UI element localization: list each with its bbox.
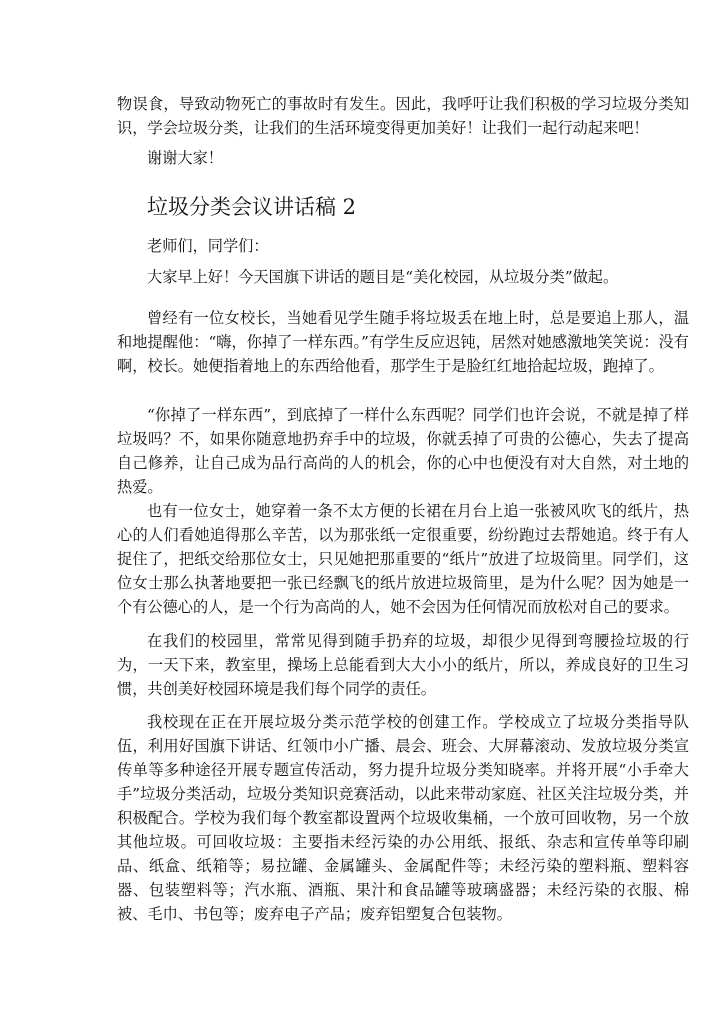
section-title: 垃圾分类会议讲话稿 2 (147, 195, 357, 219)
body-paragraph-4: 也有一位女士，她穿着一条不太方便的长裙在月台上追一张被风吹飞的纸片，热心的人们看她追得那么辛苦，以为那张纸一定很重要，纷纷跑过去帮她追。终于有人捉住了，把纸交给那位女士，只见她把那重要的“纸片”放进了垃圾筒里。同学们，这位女士那么执著地要把一张已经飘飞的纸片放进垃圾筒里，是为什么呢？因为她是一个有公德心的人，是一个行为高尚的人，她不会因为任何情况而放松对自己的要求。 (117, 502, 689, 616)
closing-line: 谢谢大家！ (147, 149, 223, 167)
greeting-line: 老师们，同学们： (147, 237, 269, 255)
body-paragraph-1: 大家早上好！今天国旗下讲话的题目是“美化校园，从垃圾分类”做起。 (147, 268, 619, 286)
body-paragraph-2: 曾经有一位女校长，当她看见学生随手将垃圾丢在地上时，总是要追上那人，温和地提醒他：“嗨，你掉了一样东西。”有学生反应迟钝，居然对她感激地笑笑说：没有啊，校长。她便指着地上的东西给他看，那学生于是脸红红地拾起垃圾，跑掉了。 (117, 309, 689, 375)
body-paragraph-5: 在我们的校园里，常常见得到随手扔弃的垃圾，却很少见得到弯腰捡垃圾的行为，一天下来，教室里，操场上总能看到大大小小的纸片，所以，养成良好的卫生习惯，共创美好校园环境是我们每个同学的责任。 (117, 632, 689, 698)
intro-paragraph: 物误食，导致动物死亡的事故时有发生。因此，我呼吁让我们积极的学习垃圾分类知识，学会垃圾分类，让我们的生活环境变得更加美好！让我们一起行动起来吧！ (117, 95, 689, 137)
body-paragraph-6: 我校现在正在开展垃圾分类示范学校的创建工作。学校成立了垃圾分类指导队伍，利用好国旗下讲话、红领巾小广播、晨会、班会、大屏幕滚动、发放垃圾分类宣传单等多种途径开展专题宣传活动，努力提升垃圾分类知晓率。并将开展“小手牵大手”垃圾分类活动，垃圾分类知识竞赛活动，以此来带动家庭、社区关注垃圾分类，并积极配合。学校为我们每个教室都设置两个垃圾收集桶，一个放可回收物，另一个放其他垃圾。可回收垃圾：主要指未经污染的办公用纸、报纸、杂志和宣传单等印刷品、纸盒、纸箱等；易拉罐、金属罐头、金属配件等；未经污染的塑料瓶、塑料容器、包装塑料等；汽水瓶、酒瓶、果汁和食品罐等玻璃盛器；未经污染的衣服、棉被、毛巾、书包等；废弃电子产品；废弃铝塑复合包装物。 (117, 713, 689, 923)
body-paragraph-3: “你掉了一样东西”，到底掉了一样什么东西呢？同学们也许会说，不就是掉了样垃圾吗？不，如果你随意地扔弃手中的垃圾，你就丢掉了可贵的公德心，失去了提高自己修养，让自己成为品行高尚的人的机会，你的心中也便没有对大自然，对土地的热爱。 (117, 406, 689, 496)
